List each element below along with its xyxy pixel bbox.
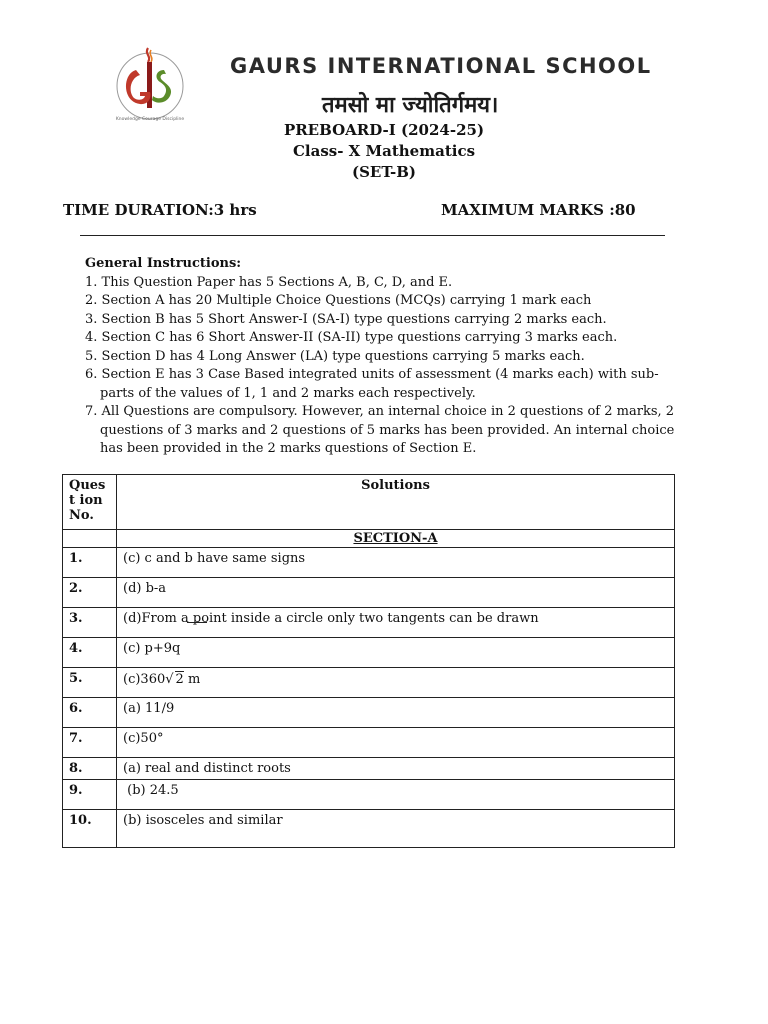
answer-cell: (d) b-a [117, 578, 675, 608]
table-row [63, 728, 675, 758]
instructions-list [85, 274, 680, 459]
answer-cell: (c) p+9q [117, 638, 675, 668]
instruction-item: 1. This Question Paper has 5 Sections A, B, C, D, and E. [85, 274, 453, 290]
question-number: 5. [63, 668, 117, 698]
answer-cell [117, 668, 675, 698]
question-number: 1. [63, 548, 117, 578]
table-row [63, 810, 675, 848]
stray-overline [187, 622, 207, 623]
table-row [63, 780, 675, 810]
answer-cell: (a) real and distinct roots [117, 758, 675, 780]
answer-cell: (b) isosceles and similar [117, 810, 675, 848]
school-logo [108, 40, 192, 124]
maximum-marks: MAXIMUM MARKS :80 [441, 201, 636, 219]
school-header [108, 40, 668, 120]
table-row [63, 698, 675, 728]
exam-set: (SET-B) [351, 163, 417, 181]
instruction-item: 6. Section E has 3 Case Based integrated units of assessment (4 marks each) with sub-parts of the values of 1, 1 and 2 marks each respectively. [85, 367, 659, 401]
exam-title: PREBOARD-I (2024-25) [283, 121, 485, 139]
header-question-no: Ques t ion No. [63, 475, 117, 530]
answer-cell: (d)From a point inside a circle only two tangents can be drawn [117, 608, 675, 638]
answer-cell: (c) c and b have same signs [117, 548, 675, 578]
instruction-item: 7. All Questions are compulsory. However, an internal choice in 2 questions of 2 marks, 2 questions of 3 marks and 2 questions of 5 marks has been provided. An internal choice has been provided in the 2 marks questions of Section E. [85, 404, 675, 456]
answer-prefix: (c)360 [123, 672, 166, 687]
answer-cell: (c)50° [117, 728, 675, 758]
table-row [63, 668, 675, 698]
answer-cell: (b) 24.5 [117, 780, 675, 810]
question-number: 8. [63, 758, 117, 780]
general-instructions [85, 255, 680, 459]
question-number: 10. [63, 810, 117, 848]
answer-cell: (a) 11/9 [117, 698, 675, 728]
table-header-row [63, 475, 675, 530]
sqrt-symbol: √ [165, 672, 174, 687]
header-solutions: Solutions [117, 475, 675, 530]
section-row-blank [63, 530, 117, 548]
table-row [63, 758, 675, 780]
question-number: 7. [63, 728, 117, 758]
instruction-item: 2. Section A has 20 Multiple Choice Questions (MCQs) carrying 1 mark each [85, 293, 592, 308]
section-label: SECTION-A [117, 530, 675, 548]
section-row [63, 530, 675, 548]
divider-line [80, 235, 665, 236]
question-number: 6. [63, 698, 117, 728]
table-row [63, 608, 675, 638]
table-row [63, 578, 675, 608]
logo-caption: Knowledge Courage Discipline [115, 117, 185, 122]
question-number: 9. [63, 780, 117, 810]
school-motto: तमसो मा ज्योतिर्गमय। [322, 93, 499, 118]
question-number: 3. [63, 608, 117, 638]
instructions-title: General Instructions: [85, 256, 242, 271]
school-name: GAURS INTERNATIONAL SCHOOL [230, 54, 652, 78]
solutions-table [62, 474, 675, 848]
answer-suffix: m [183, 672, 201, 687]
question-number: 2. [63, 578, 117, 608]
answer-radicand: 2 [175, 672, 184, 687]
table-row [63, 638, 675, 668]
instruction-item: 4. Section C has 6 Short Answer-II (SA-II) type questions carrying 3 marks each. [85, 330, 618, 345]
time-duration: TIME DURATION:3 hrs [63, 201, 257, 219]
table-row [63, 548, 675, 578]
instruction-item: 5. Section D has 4 Long Answer (LA) type questions carrying 5 marks each. [85, 348, 585, 364]
question-number: 4. [63, 638, 117, 668]
instruction-item: 3. Section B has 5 Short Answer-I (SA-I) type questions carrying 2 marks each. [85, 311, 607, 327]
exam-class: Class- X Mathematics [292, 142, 476, 160]
